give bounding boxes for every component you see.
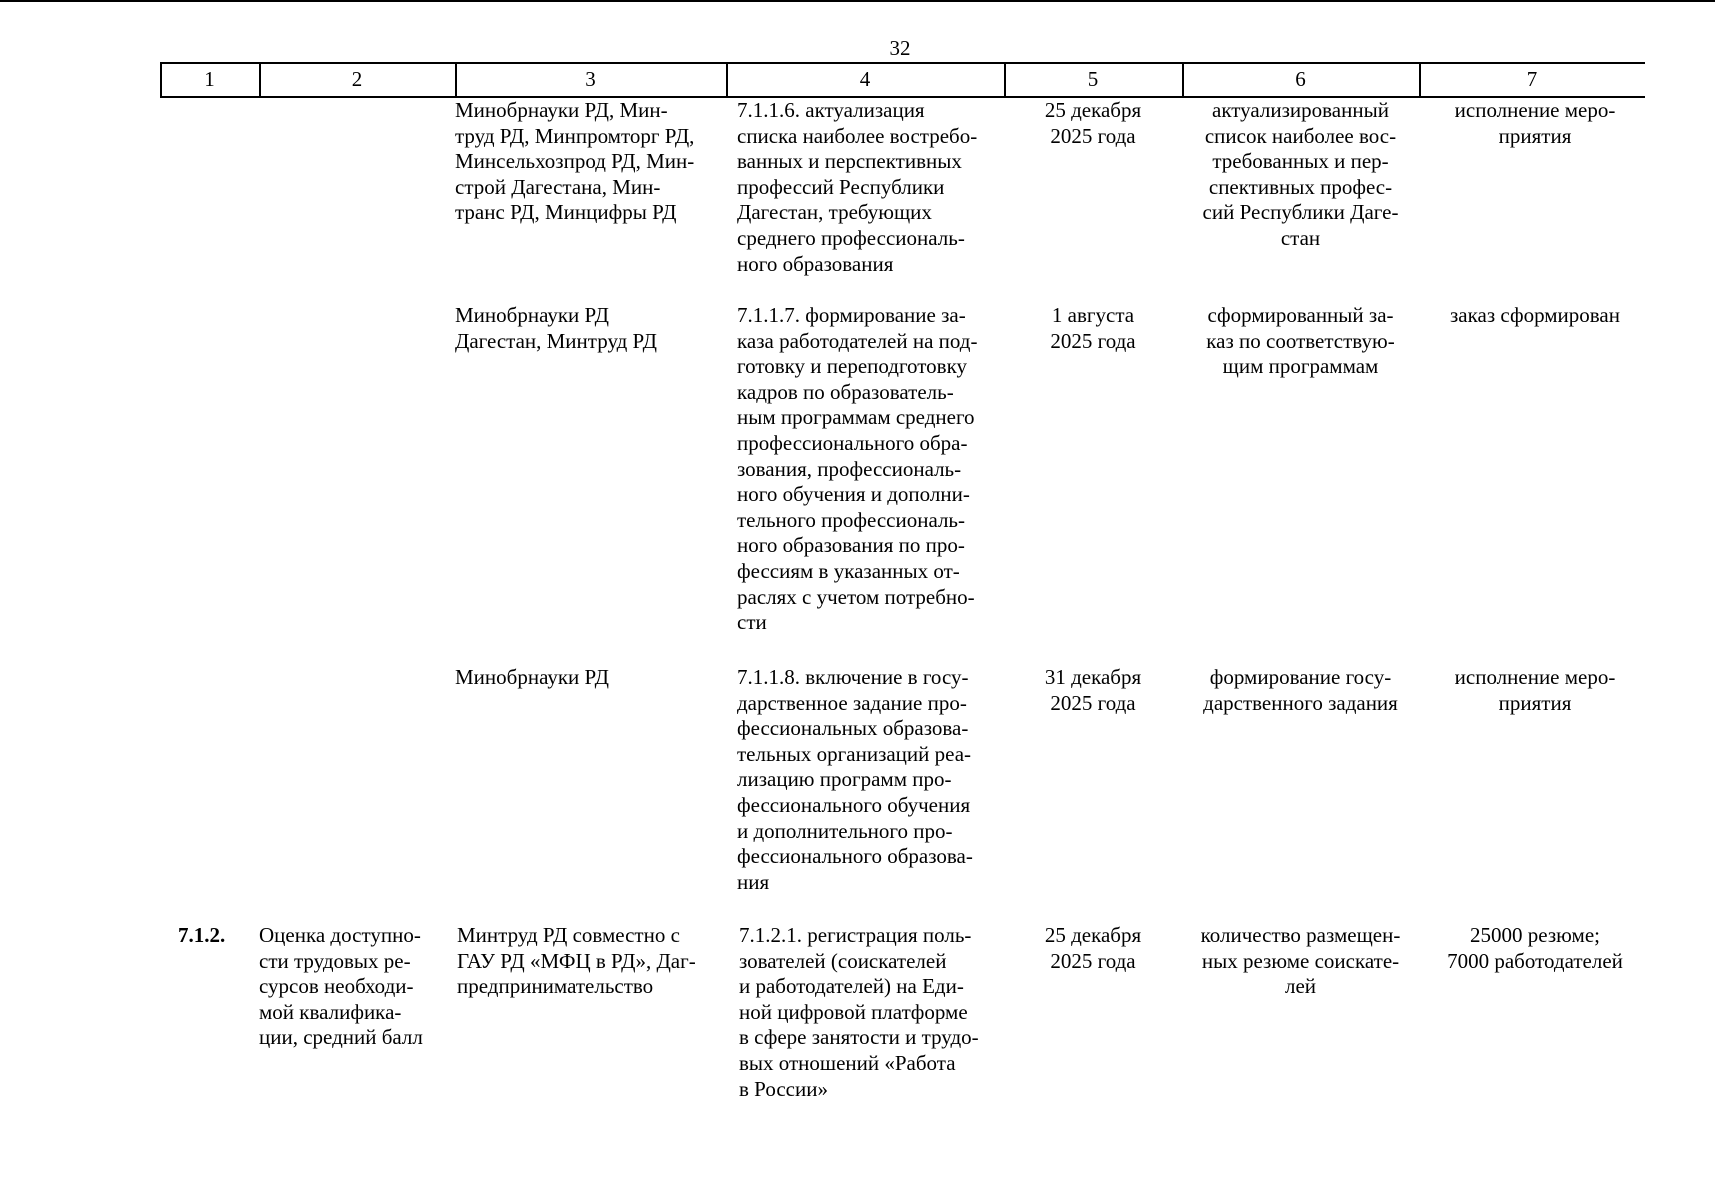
header-cell-1: 1 [204,67,215,91]
result-cell: формирование госу- дарственного задания [1203,665,1398,715]
deadline-cell: 31 декабря 2025 года [1044,665,1142,715]
activity-cell: 7.1.1.8. включение в госу- дарственное задание про- фессиональных образова- тельных организаций реа- лизацию программ про- фессионального обучения и дополнительного про- фессионального образова- ния [737,665,973,894]
header-cell-5: 5 [1087,67,1099,91]
responsible-cell: Минобрнауки РД Дагестан, Минтруд РД [455,303,657,353]
indicator-value-cell: заказ сформирован [1450,303,1620,327]
result-cell: количество размещен- ных резюме соискате- лей [1200,923,1401,999]
row-number-cell: 7.1.2. [178,923,226,947]
deadline-cell: 25 декабря 2025 года [1044,923,1142,973]
header-cell-4: 4 [859,67,871,91]
indicator-name-cell: Оценка доступно- сти трудовых ре- сурсов необходи- мой квалифика- ции, средний балл [259,923,423,1050]
responsible-cell: Минобрнауки РД, Мин- труд РД, Минпромторг РД, Минсельхозпрод РД, Мин- строй Дагестана, Мин- транс РД, Минцифры РД [455,98,695,225]
activity-cell: 7.1.1.7. формирование за- каза работодателей на под- готовку и переподготовку кадров по образователь- ным программам среднего профессионального обра- зования, профессиональ- ного обучения и дополни- тельного профессиональ- ного образования по про- фессиям в указанных от- раслях с учетом потребно- сти [737,303,978,635]
page-top-border [0,0,1715,2]
deadline-cell: 1 августа 2025 года [1050,303,1136,353]
header-cell-7: 7 [1526,67,1538,91]
indicator-value-cell: исполнение меро- приятия [1454,98,1616,148]
activity-cell: 7.1.2.1. регистрация поль- зователей (соискателей и работодателей) на Еди- ной цифровой платформе в сфере занятости и трудо- вых отношений «Работа в России» [739,923,979,1101]
header-cell-2: 2 [351,67,363,91]
page-number: 32 [889,36,911,60]
indicator-value-cell: 25000 резюме; 7000 работодателей [1447,923,1623,973]
result-cell: сформированный за- каз по соответствую- щим программам [1206,303,1395,379]
activity-cell: 7.1.1.6. актуализация списка наиболее востребо- ванных и перспективных профессий Республики Дагестан, требующих среднего профессиональ- ного образования [737,98,978,276]
header-cell-6: 6 [1295,67,1306,91]
responsible-cell: Минтруд РД совместно с ГАУ РД «МФЦ в РД», Даг- предпринимательство [457,923,696,999]
indicator-value-cell: исполнение меро- приятия [1454,665,1616,715]
header-cell-3: 3 [585,67,596,91]
responsible-cell: Минобрнауки РД [455,665,609,689]
deadline-cell: 25 декабря 2025 года [1044,98,1142,148]
result-cell: актуализированный список наиболее вос- требованных и пер- спективных профес- сий Республики Даге- стан [1202,98,1399,250]
